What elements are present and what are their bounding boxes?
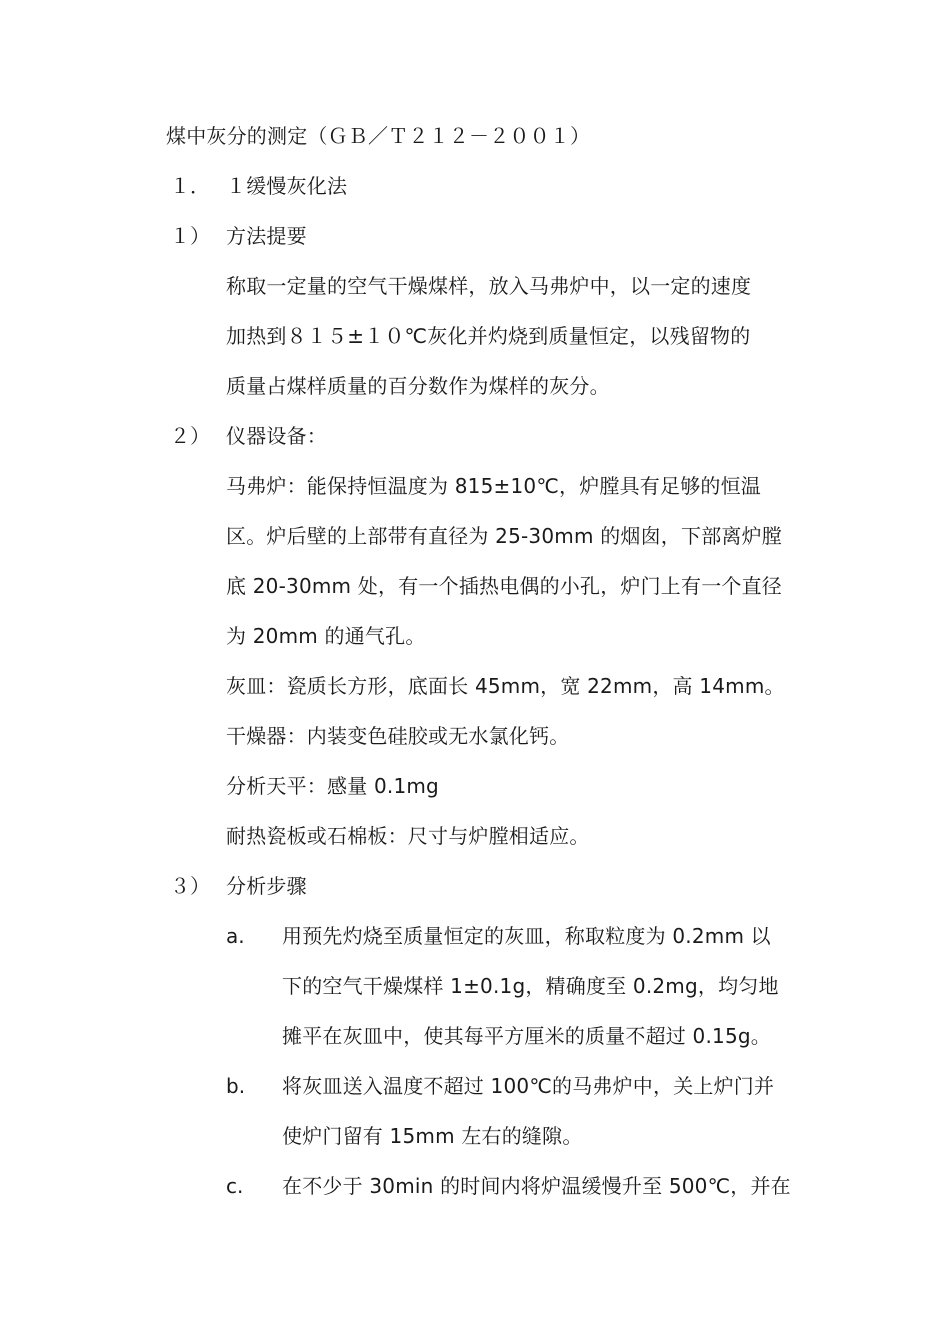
document-title: 煤中灰分的测定（ＧＢ／Ｔ２１２－２００１） <box>166 124 591 148</box>
plate-line: 耐热瓷板或石棉板：尺寸与炉膛相适应。 <box>226 824 590 848</box>
furnace-line: 底 20-30mm 处，有一个插热电偶的小孔，炉门上有一个直径 <box>226 574 782 598</box>
furnace-line: 为 20mm 的通气孔。 <box>226 624 426 648</box>
step-line: 使炉门留有 15mm 左右的缝隙。 <box>282 1124 583 1148</box>
step-line: 摊平在灰皿中，使其每平方厘米的质量不超过 0.15g。 <box>282 1024 771 1048</box>
item-heading: 仪器设备： <box>226 424 327 448</box>
item-heading: 分析步骤 <box>226 874 307 898</box>
balance-line: 分析天平：感量 0.1mg <box>226 774 439 798</box>
step-line: 在不少于 30min 的时间内将炉温缓慢升至 500℃，并在 <box>282 1174 791 1198</box>
item-marker: １） <box>170 224 210 248</box>
item-heading: 方法提要 <box>226 224 307 248</box>
section-label: １缓慢灰化法 <box>226 174 348 198</box>
desiccator-line: 干燥器：内装变色硅胶或无水氯化钙。 <box>226 724 570 748</box>
item-marker: ２） <box>170 424 210 448</box>
step-line: 将灰皿送入温度不超过 100℃的马弗炉中，关上炉门并 <box>282 1074 775 1098</box>
step-line: 用预先灼烧至质量恒定的灰皿，称取粒度为 0.2mm 以 <box>282 924 771 948</box>
summary-line: 质量占煤样质量的百分数作为煤样的灰分。 <box>226 374 610 398</box>
dish-line: 灰皿：瓷质长方形，底面长 45mm，宽 22mm，高 14mm。 <box>226 674 785 698</box>
step-marker: a. <box>226 924 245 948</box>
step-marker: b. <box>226 1074 246 1098</box>
summary-line: 加热到８１５±１０℃灰化并灼烧到质量恒定，以残留物的 <box>226 324 751 348</box>
step-marker: c. <box>226 1174 244 1198</box>
item-marker: ３） <box>170 874 210 898</box>
summary-line: 称取一定量的空气干燥煤样，放入马弗炉中，以一定的速度 <box>226 274 752 298</box>
furnace-line: 区。炉后壁的上部带有直径为 25-30mm 的烟囱，下部离炉膛 <box>226 524 782 548</box>
furnace-line: 马弗炉：能保持恒温度为 815±10℃，炉膛具有足够的恒温 <box>226 474 761 498</box>
step-line: 下的空气干燥煤样 1±0.1g，精确度至 0.2mg，均匀地 <box>282 974 779 998</box>
section-number: １． <box>170 174 210 198</box>
